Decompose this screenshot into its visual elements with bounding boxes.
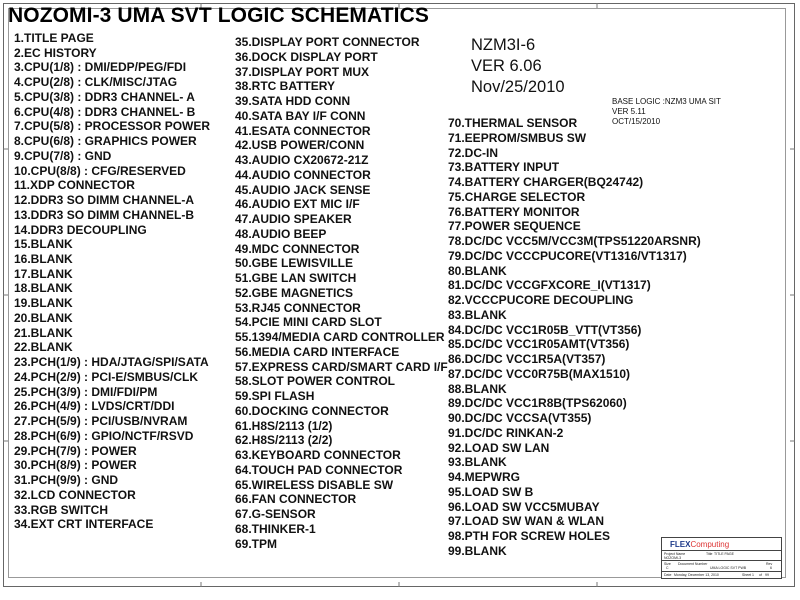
- toc-entry: 15.BLANK: [14, 237, 73, 252]
- toc-entry: 83.BLANK: [448, 307, 507, 322]
- toc-entry: 5.CPU(3/8) : DDR3 CHANNEL- A: [14, 89, 195, 104]
- version-number: VER 6.06: [471, 57, 542, 75]
- of-label: of: [759, 573, 762, 577]
- release-date: Nov/25/2010: [471, 78, 565, 96]
- title-block-divider: [662, 560, 781, 561]
- toc-entry: 96.LOAD SW VCC5MUBAY: [448, 499, 600, 514]
- toc-entry: 35.DISPLAY PORT CONNECTOR: [235, 35, 420, 49]
- toc-entry: 58.SLOT POWER CONTROL: [235, 374, 396, 389]
- toc-entry: 82.VCCCPUCORE DECOUPLING: [448, 293, 634, 307]
- drawing-title-block: [661, 537, 782, 579]
- toc-entry: 45.AUDIO JACK SENSE: [235, 182, 371, 197]
- toc-entry: 99.BLANK: [448, 543, 507, 558]
- document-number-value: UMA LOGIC SVT PWB: [710, 566, 747, 570]
- toc-entry: 6.CPU(4/8) : DDR3 CHANNEL- B: [14, 104, 196, 119]
- toc-entry: 51.GBE LAN SWITCH: [235, 271, 357, 285]
- size-label: Size: [664, 562, 671, 566]
- toc-entry: 8.CPU(6/8) : GRAPHICS POWER: [14, 134, 197, 149]
- toc-entry: 44.AUDIO CONNECTOR: [235, 167, 371, 182]
- toc-entry: 90.DC/DC VCCSA(VT355): [448, 411, 592, 425]
- toc-entry: 63.KEYBOARD CONNECTOR: [235, 448, 401, 462]
- board-name: NZM3I-6: [471, 36, 536, 54]
- title-value: TITLE PAGE: [714, 552, 734, 556]
- toc-entry: 61.H8S/2113 (1/2): [235, 418, 333, 433]
- toc-entry: 80.BLANK: [448, 263, 507, 278]
- toc-entry: 31.PCH(9/9) : GND: [14, 473, 119, 488]
- toc-entry: 91.DC/DC RINKAN-2: [448, 425, 564, 440]
- toc-entry: 1.TITLE PAGE: [14, 31, 94, 45]
- document-number-label: Document Number: [678, 562, 708, 566]
- toc-entry: 76.BATTERY MONITOR: [448, 204, 580, 219]
- version-block: [471, 35, 565, 98]
- toc-column-3: [448, 116, 701, 559]
- toc-entry: 97.LOAD SW WAN & WLAN: [448, 514, 604, 529]
- toc-entry: 4.CPU(2/8) : CLK/MISC/JTAG: [14, 75, 178, 90]
- toc-entry: 88.BLANK: [448, 381, 507, 396]
- toc-entry: 57.EXPRESS CARD/SMART CARD I/F: [235, 359, 448, 374]
- toc-entry: 54.PCIE MINI CARD SLOT: [235, 315, 382, 330]
- date-value: Monday, December 13, 2010: [674, 573, 719, 577]
- toc-entry: 39.SATA HDD CONN: [235, 94, 351, 108]
- toc-entry: 56.MEDIA CARD INTERFACE: [235, 344, 400, 359]
- toc-entry: 71.EEPROM/SMBUS SW: [448, 130, 587, 145]
- sheet-value: 1: [752, 573, 754, 577]
- toc-entry: 34.EXT CRT INTERFACE: [14, 517, 154, 532]
- toc-entry: 81.DC/DC VCCGFXCORE_I(VT1317): [448, 278, 651, 293]
- company-logo: FLEXComputing: [670, 540, 730, 549]
- size-value: C: [666, 566, 669, 570]
- toc-entry: 16.BLANK: [14, 252, 73, 267]
- toc-entry: 92.LOAD SW LAN: [448, 440, 550, 455]
- rev-label: Rev: [766, 562, 773, 566]
- toc-entry: 21.BLANK: [14, 325, 73, 340]
- toc-entry: 73.BATTERY INPUT: [448, 160, 560, 175]
- toc-entry: 20.BLANK: [14, 310, 73, 325]
- rev-value: 6: [770, 566, 772, 570]
- base-logic-line-2: VER 5.11: [612, 107, 646, 116]
- toc-entry: 17.BLANK: [14, 266, 73, 281]
- toc-entry: 27.PCH(5/9) : PCI/USB/NVRAM: [14, 414, 188, 429]
- toc-entry: 9.CPU(7/8) : GND: [14, 148, 112, 163]
- toc-entry: 64.TOUCH PAD CONNECTOR: [235, 462, 403, 477]
- project-label: Project Name: [664, 552, 686, 556]
- project-value: NOZOMI-3: [664, 556, 682, 560]
- toc-entry: 65.WIRELESS DISABLE SW: [235, 477, 394, 492]
- toc-entry: 23.PCH(1/9) : HDA/JTAG/SPI/SATA: [14, 355, 209, 370]
- toc-entry: 68.THINKER-1: [235, 521, 316, 536]
- title-block-divider: [662, 550, 781, 551]
- toc-entry: 29.PCH(7/9) : POWER: [14, 443, 137, 458]
- title-label: Title: [706, 552, 713, 556]
- toc-entry: 74.BATTERY CHARGER(BQ24742): [448, 175, 644, 189]
- toc-entry: 78.DC/DC VCC5M/VCC3M(TPS51220ARSNR): [448, 234, 701, 248]
- toc-entry: 93.BLANK: [448, 455, 507, 470]
- toc-entry: 7.CPU(5/8) : PROCESSOR POWER: [14, 119, 211, 134]
- toc-entry: 28.PCH(6/9) : GPIO/NCTF/RSVD: [14, 428, 194, 443]
- toc-entry: 30.PCH(8/9) : POWER: [14, 458, 137, 473]
- toc-entry: 67.G-SENSOR: [235, 507, 316, 521]
- toc-entry: 40.SATA BAY I/F CONN: [235, 108, 366, 123]
- toc-entry: 10.CPU(8/8) : CFG/RESERVED: [14, 163, 186, 178]
- toc-column-1: [14, 31, 210, 532]
- toc-entry: 26.PCH(4/9) : LVDS/CRT/DDI: [14, 399, 175, 414]
- toc-entry: 89.DC/DC VCC1R8B(TPS62060): [448, 396, 627, 411]
- toc-entry: 53.RJ45 CONNECTOR: [235, 300, 361, 315]
- toc-entry: 94.MEPWRG: [448, 470, 521, 484]
- toc-entry: 70.THERMAL SENSOR: [448, 116, 578, 130]
- toc-entry: 95.LOAD SW B: [448, 484, 534, 499]
- toc-entry: 25.PCH(3/9) : DMI/FDI/PM: [14, 384, 158, 399]
- toc-entry: 3.CPU(1/8) : DMI/EDP/PEG/FDI: [14, 60, 187, 75]
- toc-entry: 69.TPM: [235, 536, 278, 551]
- toc-entry: 24.PCH(2/9) : PCI-E/SMBUS/CLK: [14, 369, 199, 384]
- toc-entry: 42.USB POWER/CONN: [235, 138, 365, 153]
- toc-entry: 50.GBE LEWISVILLE: [235, 256, 354, 271]
- toc-entry: 62.H8S/2113 (2/2): [235, 433, 333, 448]
- toc-entry: 19.BLANK: [14, 296, 73, 311]
- toc-entry: 86.DC/DC VCC1R5A(VT357): [448, 352, 606, 366]
- toc-entry: 32.LCD CONNECTOR: [14, 487, 136, 502]
- toc-entry: 87.DC/DC VCC0R75B(MAX1510): [448, 366, 631, 381]
- toc-entry: 12.DDR3 SO DIMM CHANNEL-A: [14, 193, 195, 208]
- toc-entry: 13.DDR3 SO DIMM CHANNEL-B: [14, 207, 195, 222]
- toc-entry: 77.POWER SEQUENCE: [448, 219, 581, 234]
- toc-entry: 11.XDP CONNECTOR: [14, 178, 135, 193]
- of-value: 99: [765, 573, 769, 577]
- toc-entry: 59.SPI FLASH: [235, 389, 315, 403]
- toc-entry: 22.BLANK: [14, 340, 73, 355]
- toc-entry: 43.AUDIO CX20672-21Z: [235, 153, 369, 167]
- toc-entry: 79.DC/DC VCCCPUCORE(VT1316/VT1317): [448, 248, 687, 263]
- toc-entry: 18.BLANK: [14, 281, 73, 296]
- base-logic-line-1: BASE LOGIC :NZM3 UMA SIT: [612, 97, 721, 106]
- toc-entry: 72.DC-IN: [448, 145, 499, 160]
- date-label: Date: [664, 573, 672, 577]
- toc-entry: 52.GBE MAGNETICS: [235, 285, 354, 300]
- toc-entry: 55.1394/MEDIA CARD CONTROLLER: [235, 330, 445, 344]
- toc-entry: 49.MDC CONNECTOR: [235, 241, 360, 256]
- toc-entry: 37.DISPLAY PORT MUX: [235, 64, 370, 79]
- toc-entry: 60.DOCKING CONNECTOR: [235, 403, 389, 418]
- toc-entry: 98.PTH FOR SCREW HOLES: [448, 529, 611, 543]
- toc-entry: 36.DOCK DISPLAY PORT: [235, 49, 378, 64]
- sheet-label: Sheet: [742, 573, 752, 577]
- toc-entry: 41.ESATA CONNECTOR: [235, 123, 371, 138]
- toc-entry: 75.CHARGE SELECTOR: [448, 189, 586, 204]
- toc-entry: 33.RGB SWITCH: [14, 502, 109, 517]
- toc-column-2: [235, 35, 448, 551]
- toc-entry: 38.RTC BATTERY: [235, 79, 336, 94]
- base-logic-note: [612, 97, 721, 127]
- toc-entry: 14.DDR3 DECOUPLING: [14, 222, 147, 237]
- toc-entry: 84.DC/DC VCC1R05B_VTT(VT356): [448, 322, 642, 337]
- toc-entry: 66.FAN CONNECTOR: [235, 492, 357, 507]
- document-title: NOZOMI-3 UMA SVT LOGIC SCHEMATICS: [8, 4, 429, 27]
- toc-entry: 85.DC/DC VCC1R05AMT(VT356): [448, 337, 630, 352]
- toc-entry: 2.EC HISTORY: [14, 45, 97, 60]
- toc-entry: 47.AUDIO SPEAKER: [235, 212, 352, 226]
- toc-entry: 48.AUDIO BEEP: [235, 226, 327, 241]
- toc-entry: 46.AUDIO EXT MIC I/F: [235, 197, 360, 212]
- title-block-divider: [662, 571, 781, 572]
- base-logic-line-3: OCT/15/2010: [612, 117, 661, 126]
